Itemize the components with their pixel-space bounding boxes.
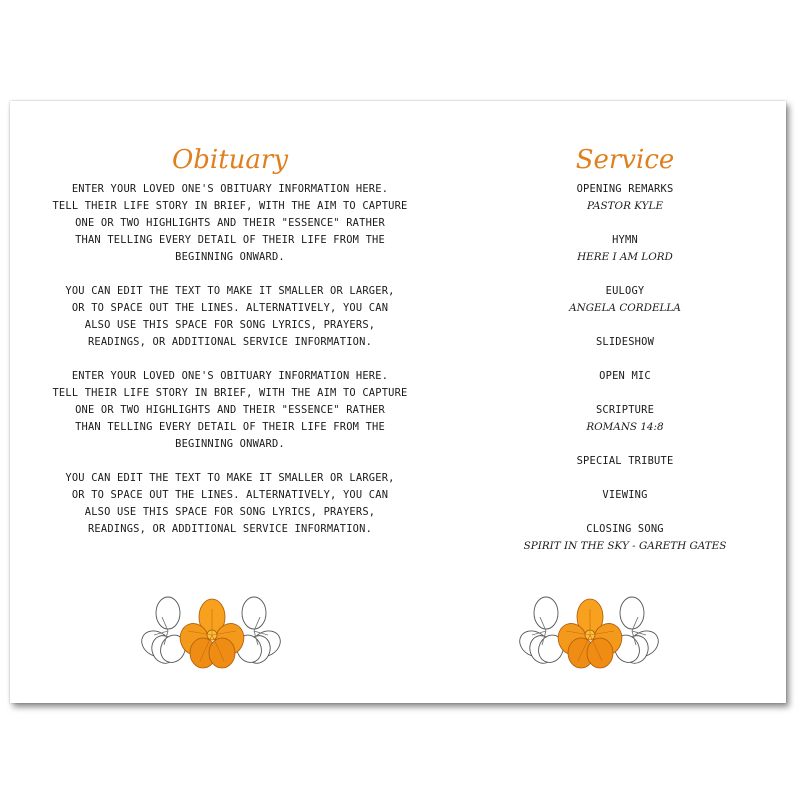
service-item-title: EULOGY: [605, 285, 645, 297]
service-item-subtitle: SPIRIT IN THE SKY - GARETH GATES: [523, 540, 727, 552]
service-item-subtitle: PASTOR KYLE: [586, 200, 664, 212]
service-column: [460, 101, 790, 572]
service-item-title: SLIDESHOW: [595, 336, 655, 348]
service-item: [460, 232, 790, 266]
flower-cluster-icon: [132, 589, 292, 679]
obituary-paragraph: ENTER YOUR LOVED ONE'S OBITUARY INFORMATION HERE. TELL THEIR LIFE STORY IN BRIEF, WITH THE AIM TO CAPTURE ONE OR TWO HIGHLIGHTS AND THEIR "ESSENCE" RATHER THAN TELLING EVERY DETAIL OF THEIR LIFE FROM THE BEGINNING ONWARD.: [52, 183, 408, 263]
service-heading: Service: [575, 145, 675, 175]
obituary-paragraph: YOU CAN EDIT THE TEXT TO MAKE IT SMALLER OR LARGER, OR TO SPACE OUT THE LINES. ALTERNATIVELY, YOU CAN ALSO USE THIS SPACE FOR SONG LYRICS, PRAYERS, READINGS, OR ADDITIONAL SERVICE INFORMATION.: [65, 472, 395, 535]
service-item-subtitle: ROMANS 14:8: [586, 421, 664, 433]
obituary-paragraph: YOU CAN EDIT THE TEXT TO MAKE IT SMALLER OR LARGER, OR TO SPACE OUT THE LINES. ALTERNATIVELY, YOU CAN ALSO USE THIS SPACE FOR SONG LYRICS, PRAYERS, READINGS, OR ADDITIONAL SERVICE INFORMATION.: [65, 285, 395, 348]
service-item: [460, 402, 790, 436]
program-sheet: [10, 101, 786, 703]
flower-cluster-icon: [510, 589, 670, 679]
service-item-title: VIEWING: [602, 489, 648, 501]
service-item-title: OPEN MIC: [599, 370, 651, 382]
service-item-title: HYMN: [612, 234, 638, 246]
service-item: [460, 487, 790, 504]
obituary-column: [35, 101, 425, 555]
service-item: [460, 334, 790, 351]
service-item-subtitle: HERE I AM LORD: [577, 251, 673, 263]
obituary-heading: Obituary: [171, 145, 289, 175]
obituary-paragraph: ENTER YOUR LOVED ONE'S OBITUARY INFORMATION HERE. TELL THEIR LIFE STORY IN BRIEF, WITH THE AIM TO CAPTURE ONE OR TWO HIGHLIGHTS AND THEIR "ESSENCE" RATHER THAN TELLING EVERY DETAIL OF THEIR LIFE FROM THE BEGINNING ONWARD.: [52, 370, 408, 450]
service-item-title: SCRIPTURE: [595, 404, 655, 416]
service-item: [460, 453, 790, 470]
service-item: [460, 521, 790, 555]
service-item: [460, 368, 790, 385]
service-item-subtitle: ANGELA CORDELLA: [569, 302, 681, 314]
service-item: [460, 283, 790, 317]
service-item-title: OPENING REMARKS: [576, 183, 674, 195]
service-item: [460, 181, 790, 215]
service-item-title: SPECIAL TRIBUTE: [576, 455, 674, 467]
service-item-title: CLOSING SONG: [586, 523, 664, 535]
